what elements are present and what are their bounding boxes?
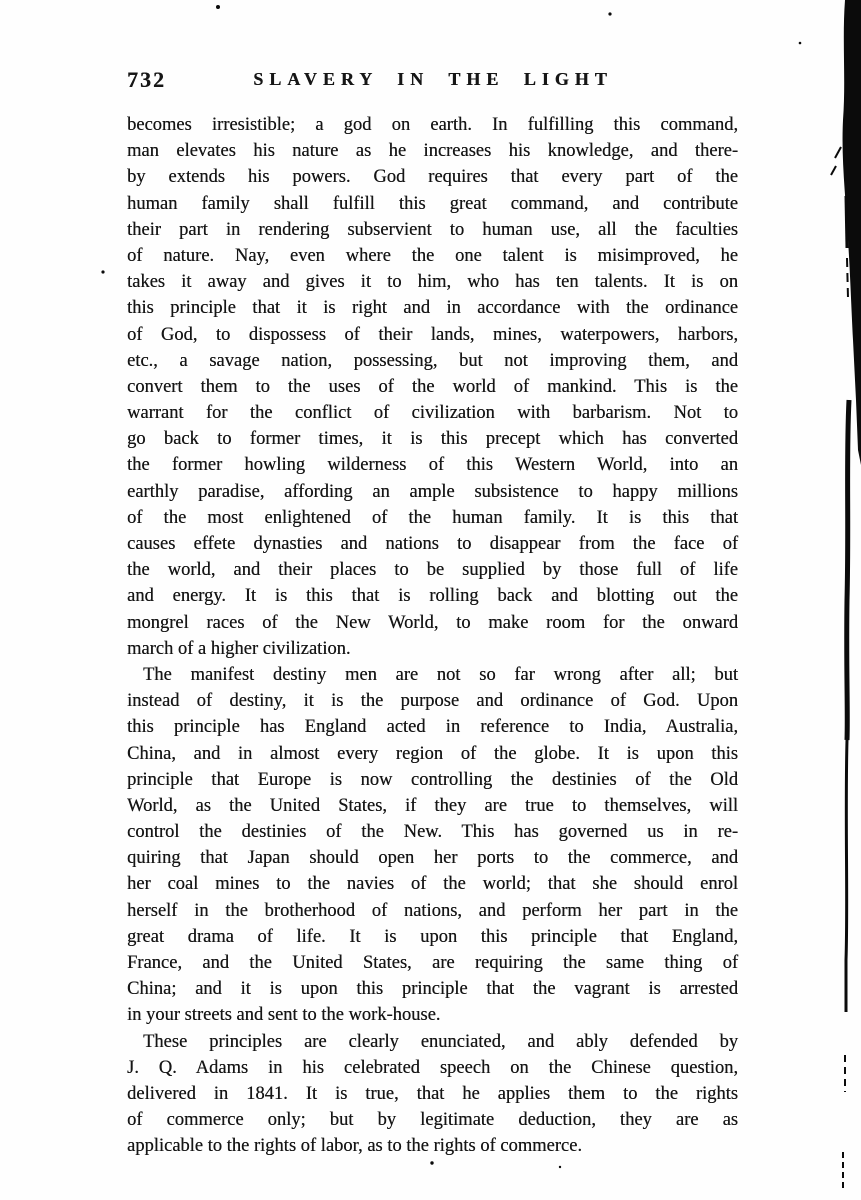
text-line: J. Q. Adams in his celebrated speech on the Chinese question, (127, 1057, 738, 1078)
text-line: China; and it is upon this principle that the vagrant is arrested (127, 979, 738, 1000)
text-line: the former howling wilderness of this Western World, into an (127, 455, 738, 476)
paragraph (127, 662, 738, 1029)
paragraph (127, 112, 738, 662)
running-title: SLAVERY IN THE LIGHT (253, 69, 613, 89)
page-text (127, 112, 738, 1160)
scan-artifact-gutter-line (847, 400, 849, 740)
text-line: principle that Europe is now controlling the destinies of the Old (127, 769, 738, 790)
text-line: applicable to the rights of labor, as to the rights of commerce. (127, 1136, 582, 1157)
text-line: of commerce only; but by legitimate deduction, they are as (127, 1110, 738, 1131)
text-line: takes it away and gives it to him, who has ten talents. It is on (127, 272, 738, 293)
scan-artifact-gutter-line (846, 740, 847, 1012)
text-line: These principles are clearly enunciated, and ably defended by (143, 1031, 738, 1052)
text-line: human family shall fulfill this great command, and contribute (127, 193, 738, 214)
text-line: The manifest destiny men are not so far wrong after all; but (143, 664, 738, 685)
text-line: this principle that it is right and in accordance with the ordinance (127, 298, 738, 319)
text-line: by extends his powers. God requires that every part of the (127, 167, 738, 188)
text-line: France, and the United States, are requiring the same thing of (127, 953, 738, 973)
text-line: delivered in 1841. It is true, that he applies them to the rights (127, 1083, 738, 1104)
text-line: of nature. Nay, even where the one talent is misimproved, he (127, 245, 738, 266)
text-line: the world, and their places to be supplied by those full of life (127, 560, 738, 581)
text-line: man elevates his nature as he increases his knowledge, and there- (127, 141, 738, 162)
text-line: of God, to dispossess of their lands, mines, waterpowers, harbors, (127, 324, 738, 345)
page-number: 732 (127, 67, 166, 92)
paragraph (127, 1029, 738, 1160)
scan-artifact-speck (216, 5, 220, 9)
text-line: instead of destiny, it is the purpose and ordinance of God. Upon (127, 691, 738, 712)
page-header (127, 66, 739, 96)
scan-artifact-speck (608, 12, 611, 15)
text-line: her coal mines to the navies of the world; that she should enrol (127, 874, 738, 895)
text-line: in your streets and sent to the work-house. (127, 1005, 441, 1026)
scan-artifact-slash (831, 166, 836, 175)
scan-artifact-slash (835, 147, 841, 158)
text-line: becomes irresistible; a god on earth. In fulfilling this command, (127, 115, 738, 135)
text-line: of the most enlightened of the human family. It is this that (127, 507, 738, 528)
text-line: quiring that Japan should open her ports to the commerce, and (127, 848, 738, 869)
text-line: control the destinies of the New. This has governed us in re- (127, 822, 738, 843)
scan-artifact-speck (430, 1161, 433, 1164)
text-line: herself in the brotherhood of nations, and perform her part in the (127, 900, 738, 921)
scan-artifact-speck (799, 42, 802, 45)
text-line: China, and in almost every region of the globe. It is upon this (127, 743, 738, 764)
text-line: convert them to the uses of the world of mankind. This is the (127, 376, 738, 397)
scan-artifact-streak (847, 258, 848, 298)
text-line: earthly paradise, affording an ample subsistence to happy millions (127, 481, 738, 502)
scan-artifact-speck (559, 1166, 561, 1168)
text-line: march of a higher civilization. (127, 638, 351, 659)
text-line: their part in rendering subservient to human use, all the faculties (127, 219, 738, 240)
text-line: and energy. It is this that is rolling back and blotting out the (127, 586, 738, 607)
text-line: great drama of life. It is upon this principle that England, (127, 926, 738, 947)
scan-artifact-speck (101, 270, 104, 273)
text-line: go back to former times, it is this precept which has converted (127, 429, 738, 450)
text-line: causes effete dynasties and nations to disappear from the face of (127, 534, 738, 554)
scan-artifact-gutter-band (843, 0, 861, 465)
text-line: etc., a savage nation, possessing, but not improving them, and (127, 350, 738, 371)
text-line: World, as the United States, if they are true to themselves, will (127, 795, 738, 816)
text-line: this principle has England acted in reference to India, Australia, (127, 717, 738, 738)
scan-artifact-streak (846, 196, 847, 248)
text-line: warrant for the conflict of civilization with barbarism. Not to (127, 403, 738, 424)
text-line: mongrel races of the New World, to make room for the onward (127, 612, 738, 633)
